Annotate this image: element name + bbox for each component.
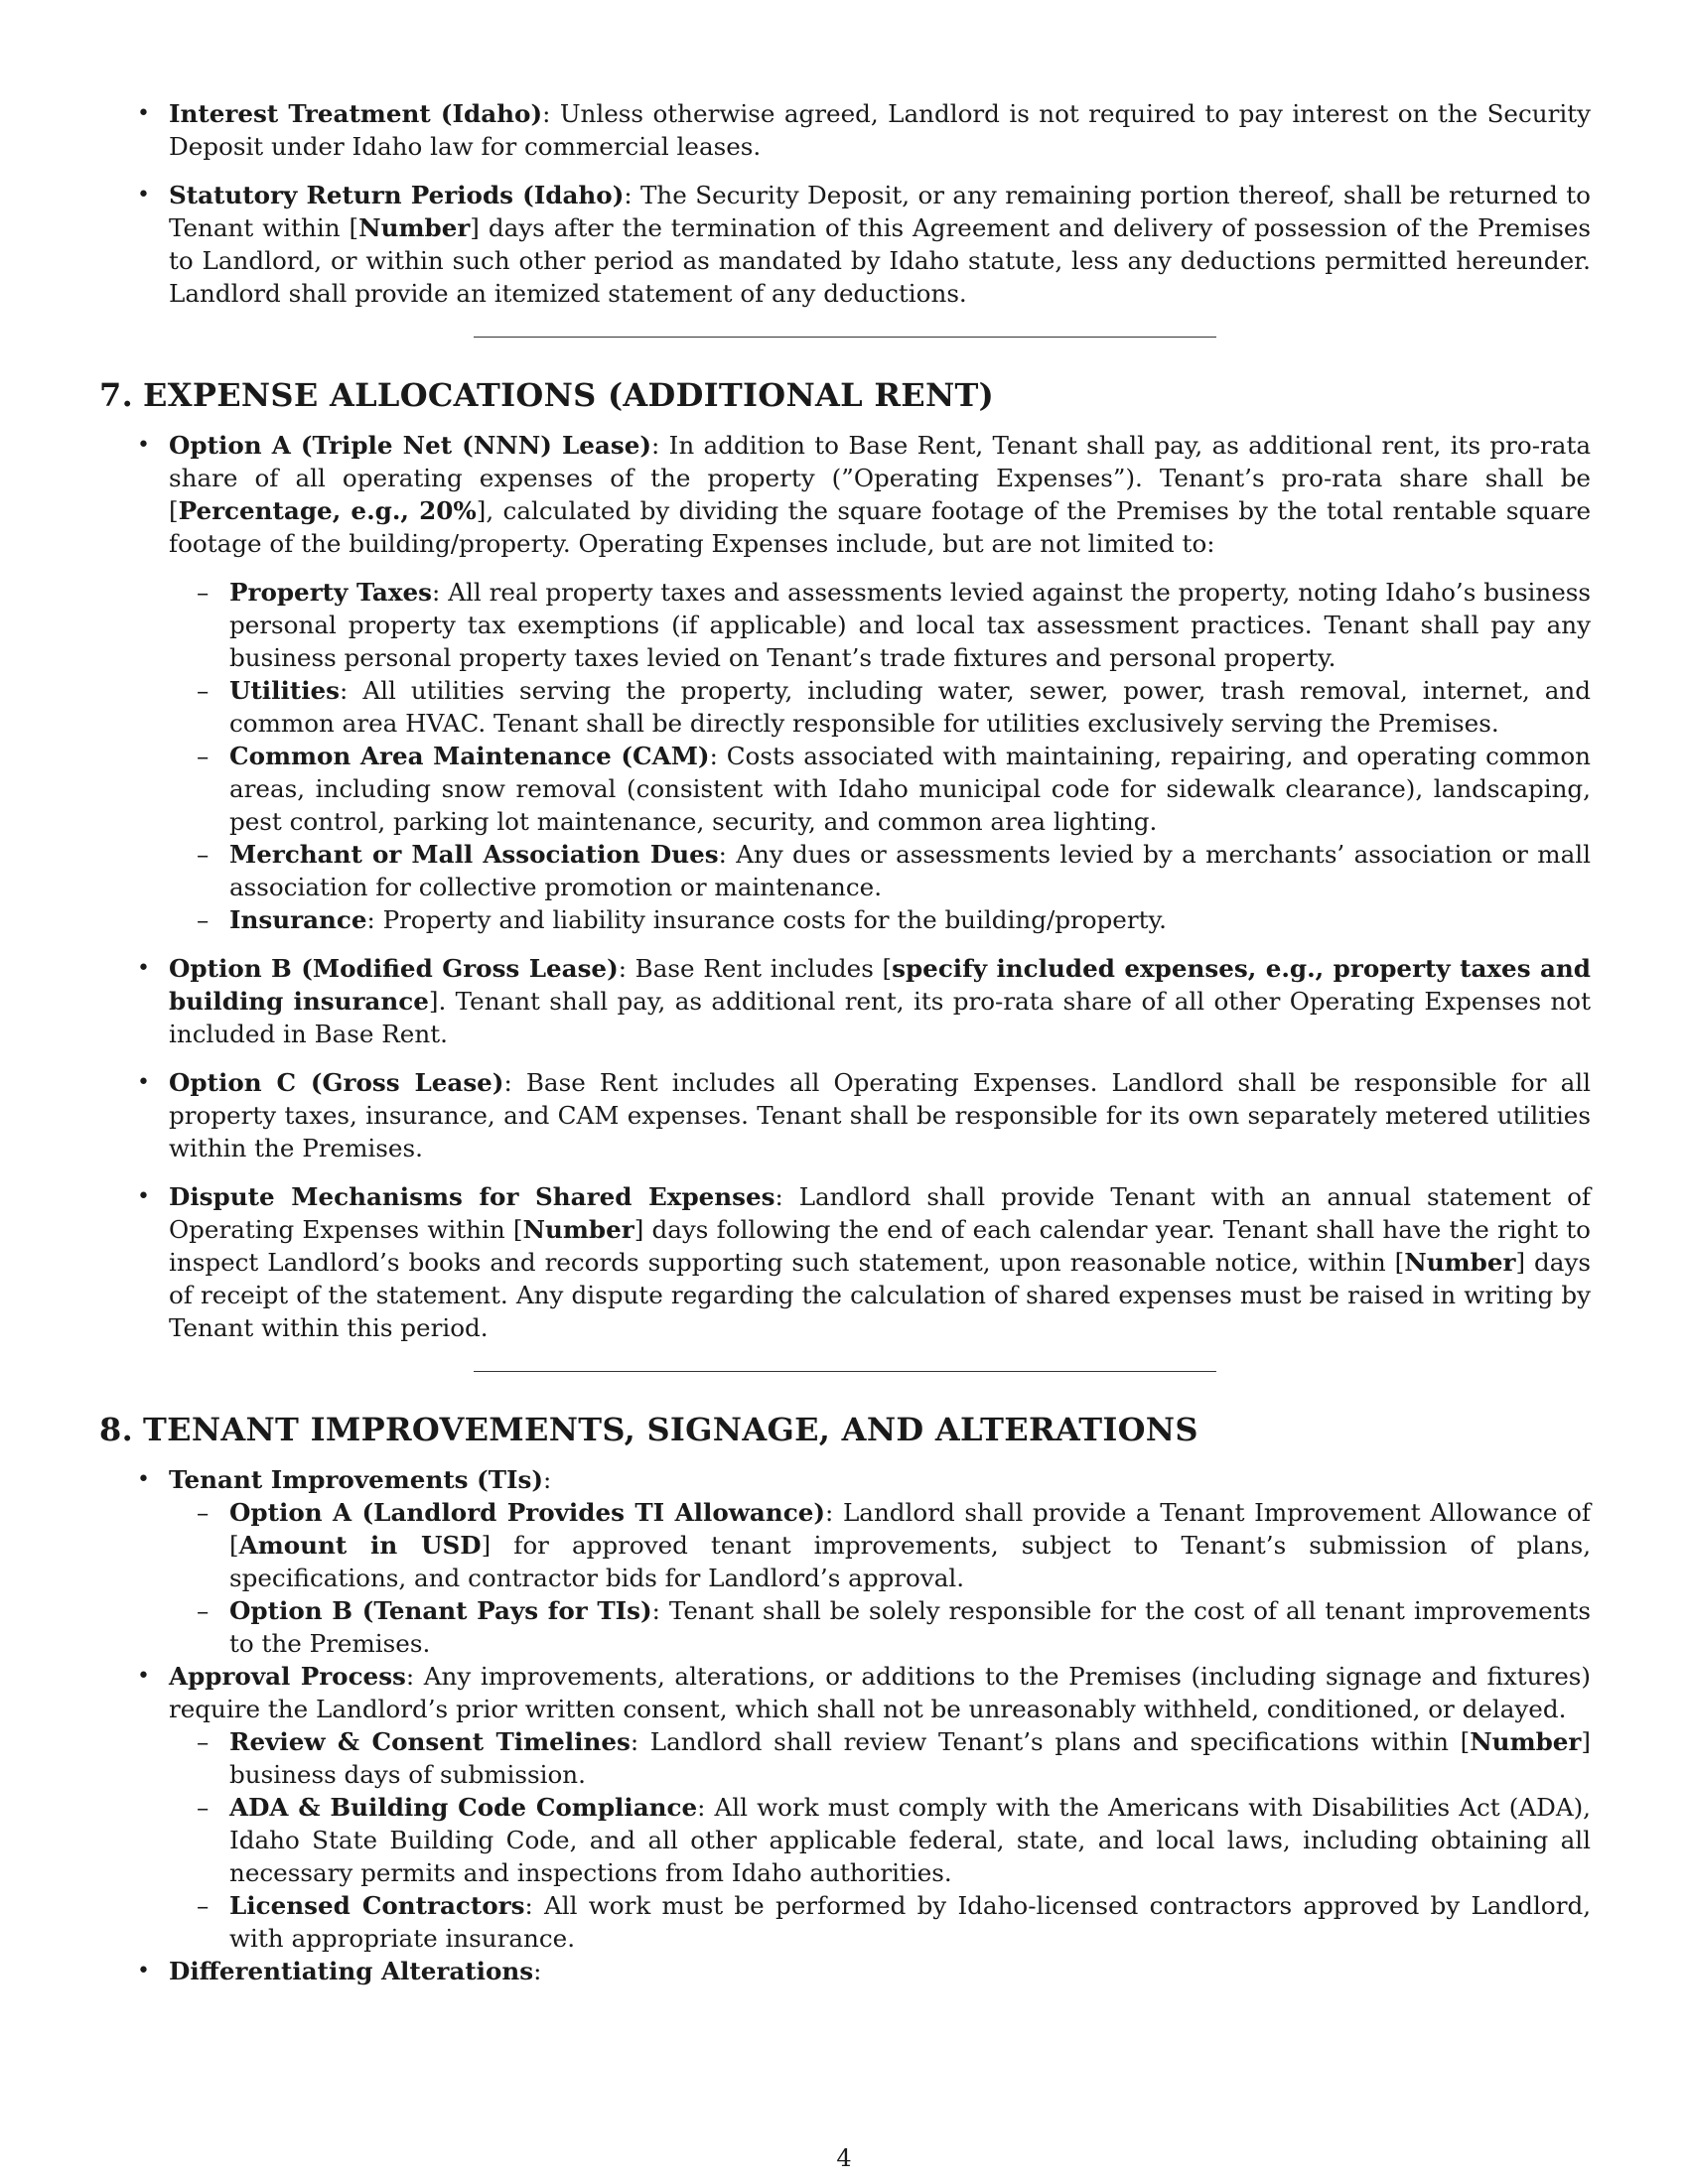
- placeholder-included-expenses: specify included expenses, e.g., property taxes and building insurance: [169, 954, 1591, 1016]
- section-number: 8.: [99, 1411, 134, 1448]
- bullet-icon: •: [137, 183, 150, 207]
- sub-item-text: : All work must be performed by Idaho-licensed contractors approved by Landlord, with appropriate insurance.: [229, 1891, 1592, 1953]
- section-number: 7.: [99, 376, 134, 414]
- dash-icon: –: [197, 578, 210, 607]
- section-divider: [474, 1371, 1216, 1372]
- list-item-dispute-mechanisms: [99, 1180, 1591, 1344]
- item-label: Statutory Return Periods (Idaho): [169, 181, 625, 209]
- sub-item-ti-option-b: [99, 1594, 1591, 1660]
- sub-item-text: : Any dues or assessments levied by a merchants’ association or mall association for collective promotion or maintenance.: [229, 840, 1591, 901]
- section-title: TENANT IMPROVEMENTS, SIGNAGE, AND ALTERATIONS: [143, 1411, 1198, 1448]
- dash-icon: –: [197, 1891, 210, 1920]
- list-item-tenant-improvements: [99, 1463, 1591, 1496]
- sub-item-label: Utilities: [229, 676, 341, 705]
- item-label: Option A (Triple Net (NNN) Lease): [169, 431, 651, 460]
- item-colon: :: [543, 1465, 552, 1494]
- item-label: Option C (Gross Lease): [169, 1068, 504, 1097]
- sub-item-association-dues: [99, 838, 1591, 903]
- sub-item-label: Merchant or Mall Association Dues: [229, 840, 719, 869]
- sub-item-text: ] for approved tenant improvements, subject to Tenant’s submission of plans, specifications, and contractor bids for Landlord’s approval.: [229, 1531, 1592, 1592]
- page-content: [99, 97, 1591, 1987]
- dash-icon: –: [197, 676, 210, 705]
- sub-item-insurance: [99, 903, 1591, 936]
- section-divider: [474, 337, 1216, 338]
- dash-icon: –: [197, 1498, 210, 1527]
- list-item-option-b-modified-gross: [99, 952, 1591, 1050]
- dash-icon: –: [197, 1793, 210, 1822]
- list-item-differentiating-alterations: [99, 1955, 1591, 1987]
- sub-item-label: Common Area Maintenance (CAM): [229, 742, 710, 770]
- sub-item-label: Option A (Landlord Provides TI Allowance): [229, 1498, 825, 1527]
- item-text: ] days following the end of each calendar year. Tenant shall have the right to inspect Landlord’s books and records supporting such statement, upon reasonable notice, within [: [169, 1215, 1591, 1277]
- list-item-statutory-return: [99, 179, 1591, 310]
- sub-item-cam: [99, 740, 1591, 838]
- item-label: Approval Process: [169, 1662, 406, 1691]
- bullet-icon: •: [137, 1070, 150, 1095]
- bullet-icon: •: [137, 1184, 150, 1209]
- sub-item-text: : All utilities serving the property, including water, sewer, power, trash removal, internet, and common area HVAC. Tenant shall be directly responsible for utilities exclusively serving the Premises.: [229, 676, 1591, 738]
- item-text: ] days of receipt of the statement. Any dispute regarding the calculation of shared expenses must be raised in writing by Tenant within this period.: [169, 1248, 1591, 1342]
- bullet-icon: •: [137, 1664, 150, 1689]
- sub-item-text: : Landlord shall provide a Tenant Improvement Allowance of [: [229, 1498, 1591, 1560]
- ti-options-list: [99, 1496, 1591, 1660]
- bullet-icon: •: [137, 1467, 150, 1492]
- item-text: : Any improvements, alterations, or additions to the Premises (including signage and fixtures) require the Landlord’s prior written consent, which shall not be unreasonably withheld, conditioned, or delayed.: [169, 1662, 1591, 1723]
- placeholder-number: Number: [358, 213, 471, 242]
- sub-item-text: : All work must comply with the Americans with Disabilities Act (ADA), Idaho State Building Code, and all other applicable federal, state, and local laws, including obtaining all necessary permits and inspections from Idaho authorities.: [229, 1793, 1591, 1887]
- approval-sub-list: [99, 1725, 1591, 1955]
- sub-item-label: Review & Consent Timelines: [229, 1727, 631, 1756]
- list-item-approval-process: [99, 1660, 1591, 1725]
- bullet-icon: •: [137, 1959, 150, 1983]
- list-item-interest-treatment: [99, 97, 1591, 163]
- placeholder-percentage: Percentage, e.g., 20%: [178, 496, 477, 525]
- sub-item-label: Option B (Tenant Pays for TIs): [229, 1596, 652, 1625]
- item-text: : Landlord shall provide Tenant with an annual statement of Operating Expenses within [: [169, 1182, 1591, 1244]
- bullet-icon: •: [137, 956, 150, 981]
- item-text: : In addition to Base Rent, Tenant shall pay, as additional rent, its pro-rata share of all operating expenses of the property (”Operating Expenses”). Tenant’s pro-rata share shall be [: [169, 431, 1591, 525]
- sub-item-text: : Property and liability insurance costs for the building/property.: [366, 905, 1167, 934]
- placeholder-number: Number: [1470, 1727, 1582, 1756]
- dash-icon: –: [197, 905, 210, 934]
- item-text: ], calculated by dividing the square footage of the Premises by the total rentable square footage of the building/property. Operating Expenses include, but are not limited to:: [169, 496, 1592, 558]
- dash-icon: –: [197, 1596, 210, 1625]
- sub-item-label: Property Taxes: [229, 578, 433, 607]
- page-number: 4: [836, 2144, 852, 2172]
- sub-item-property-taxes: [99, 576, 1591, 674]
- section-8-heading: [99, 1410, 1591, 1449]
- sub-item-text: : All real property taxes and assessments levied against the property, noting Idaho’s business personal property tax exemptions (if applicable) and local tax assessment practices. Tenant shall pay any business personal property taxes levied on Tenant’s trade fixtures and personal property.: [229, 578, 1591, 672]
- item-text: : The Security Deposit, or any remaining portion thereof, shall be returned to Tenant within [: [169, 181, 1591, 242]
- list-item-option-c-gross: [99, 1066, 1591, 1164]
- placeholder-amount: Amount in USD: [238, 1531, 482, 1560]
- sub-item-review-timelines: [99, 1725, 1591, 1791]
- sub-item-ada-compliance: [99, 1791, 1591, 1889]
- placeholder-number: Number: [1404, 1248, 1516, 1277]
- sub-item-label: ADA & Building Code Compliance: [229, 1793, 698, 1822]
- dash-icon: –: [197, 742, 210, 770]
- sub-item-label: Licensed Contractors: [229, 1891, 525, 1920]
- dash-icon: –: [197, 840, 210, 869]
- sub-item-ti-option-a: [99, 1496, 1591, 1594]
- sub-item-licensed-contractors: [99, 1889, 1591, 1955]
- item-text: : Unless otherwise agreed, Landlord is not required to pay interest on the Security Deposit under Idaho law for commercial leases.: [169, 99, 1591, 161]
- section-title: EXPENSE ALLOCATIONS (ADDITIONAL RENT): [143, 376, 995, 414]
- item-text: : Base Rent includes [: [618, 954, 893, 983]
- sub-item-text: : Landlord shall review Tenant’s plans and specifications within [: [630, 1727, 1471, 1756]
- sub-item-text: : Costs associated with maintaining, repairing, and operating common areas, including snow removal (consistent with Idaho municipal code for sidewalk clearance), landscaping, pest control, parking lot maintenance, security, and common area lighting.: [229, 742, 1591, 836]
- operating-expenses-list: [99, 576, 1591, 936]
- sub-item-text: ] business days of submission.: [229, 1727, 1591, 1789]
- sub-item-label: Insurance: [229, 905, 367, 934]
- item-text: : Base Rent includes all Operating Expenses. Landlord shall be responsible for all property taxes, insurance, and CAM expenses. Tenant shall be responsible for its own separately metered utilities within the Premises.: [169, 1068, 1591, 1162]
- sub-item-text: : Tenant shall be solely responsible for the cost of all tenant improvements to the Premises.: [229, 1596, 1591, 1658]
- item-label: Interest Treatment (Idaho): [169, 99, 543, 128]
- dash-icon: –: [197, 1727, 210, 1756]
- item-colon: :: [533, 1957, 542, 1985]
- item-label: Tenant Improvements (TIs): [169, 1465, 544, 1494]
- item-text: ] days after the termination of this Agreement and delivery of possession of the Premises to Landlord, or within such other period as mandated by Idaho statute, less any deductions permitted hereunder. Landlord shall provide an itemized statement of any deductions.: [169, 213, 1591, 308]
- list-item-option-a-nnn: [99, 429, 1591, 560]
- sub-item-utilities: [99, 674, 1591, 740]
- item-label: Option B (Modified Gross Lease): [169, 954, 619, 983]
- item-label: Differentiating Alterations: [169, 1957, 534, 1985]
- bullet-icon: •: [137, 101, 150, 126]
- item-label: Dispute Mechanisms for Shared Expenses: [169, 1182, 775, 1211]
- section-7-heading: [99, 375, 1591, 415]
- bullet-icon: •: [137, 433, 150, 458]
- placeholder-number: Number: [522, 1215, 634, 1244]
- item-text: ]. Tenant shall pay, as additional rent, its pro-rata share of all other Operating Expenses not included in Base Rent.: [169, 987, 1591, 1048]
